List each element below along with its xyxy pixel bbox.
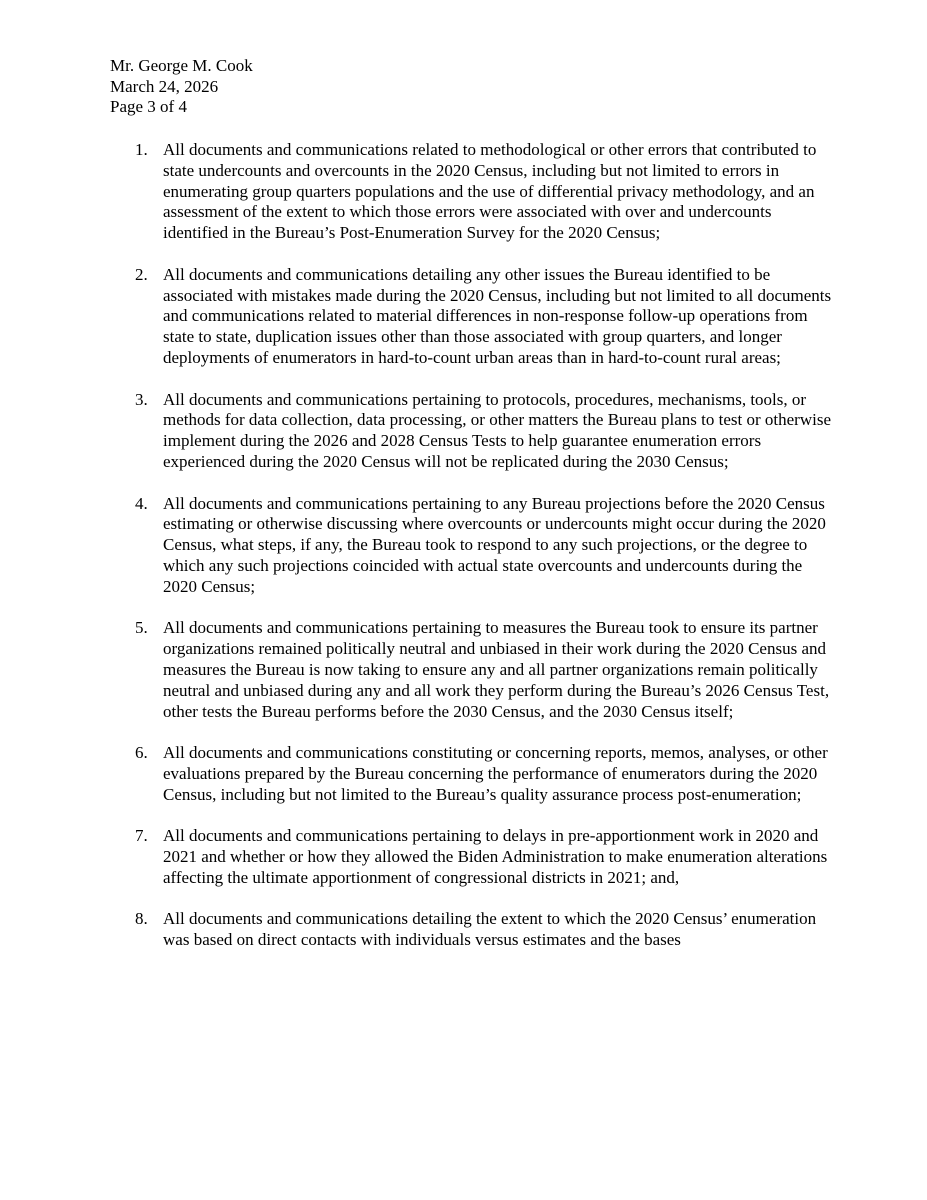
item-text: All documents and communications pertaining to delays in pre-apportionment work in 2020 and 2021 and whether or how they allowed the Biden Administration to make enumeration alterations affecting the ultimate apportionment of congressional districts in 2021; and, — [163, 826, 828, 887]
letter-date: March 24, 2026 — [110, 76, 219, 96]
item-text: All documents and communications related to methodological or other errors that contributed to state undercounts and overcounts in the 2020 Census, including but not limited to errors in enumerating group quarters populations and the use of differential privacy methodology, and an assessment of the extent to which those errors were associated with over and undercounts identified in the Bureau’s Post-Enumeration Survey for the 2020 Census; — [163, 140, 817, 243]
item-text: All documents and communications pertaining to any Bureau projections before the 2020 Census estimating or otherwise discussing where overcounts or undercounts might occur during the 2020 Census, what steps, if any, the Bureau took to respond to any such projections, or the degree to which any such projections coincided with actual state overcounts and undercounts during the 2020 Census; — [163, 493, 826, 596]
request-item-7 — [135, 826, 835, 888]
item-text: All documents and communications pertaining to measures the Bureau took to ensure its partner organizations remained politically neutral and unbiased in their work during the 2020 Census and measures the Bureau is now taking to ensure any and all partner organizations remain politically neutral and unbiased during any and all work they perform during the Bureau’s 2026 Census Test, other tests the Bureau performs before the 2030 Census, and the 2030 Census itself; — [163, 618, 830, 721]
recipient-name: Mr. George M. Cook — [110, 56, 253, 75]
item-number: 6. — [135, 743, 148, 763]
item-number: 3. — [135, 389, 148, 409]
request-item-6 — [135, 743, 835, 805]
item-number: 1. — [135, 140, 148, 159]
item-number: 2. — [135, 264, 148, 284]
item-text: All documents and communications pertaining to protocols, procedures, mechanisms, tools, or methods for data collection, data processing, or other matters the Bureau plans to test or otherwise implement during the 2026 and 2028 Census Tests to help guarantee enumeration errors experienced during the 2020 Census will not be replicated during the 2030 Census; — [163, 389, 831, 471]
request-item-4 — [135, 494, 835, 598]
request-item-8 — [135, 909, 835, 951]
request-item-1 — [135, 140, 835, 244]
item-text: All documents and communications detailing the extent to which the 2020 Census’ enumeration was based on direct contacts with individuals versus estimates and the bases — [163, 909, 817, 950]
item-number: 5. — [135, 618, 148, 638]
request-item-5 — [135, 618, 835, 722]
item-number: 8. — [135, 909, 148, 929]
request-list — [135, 140, 835, 972]
item-text: All documents and communications detailing any other issues the Bureau identified to be associated with mistakes made during the 2020 Census, including but not limited to all documents and communications related to material differences in non-response follow-up operations from state to state, duplication issues other than those associated with group quarters, and longer deployments of enumerators in hard-to-count urban areas than in hard-to-count rural areas; — [163, 264, 832, 367]
item-text: All documents and communications constituting or concerning reports, memos, analyses, or other evaluations prepared by the Bureau concerning the performance of enumerators during the 2020 Census, including but not limited to the Bureau’s quality assurance process post-enumeration; — [163, 743, 828, 804]
request-item-2 — [135, 265, 835, 369]
page-number: Page 3 of 4 — [110, 97, 187, 116]
item-number: 4. — [135, 493, 148, 513]
request-item-3 — [135, 390, 835, 473]
letter-header — [110, 56, 253, 118]
item-number: 7. — [135, 826, 148, 846]
